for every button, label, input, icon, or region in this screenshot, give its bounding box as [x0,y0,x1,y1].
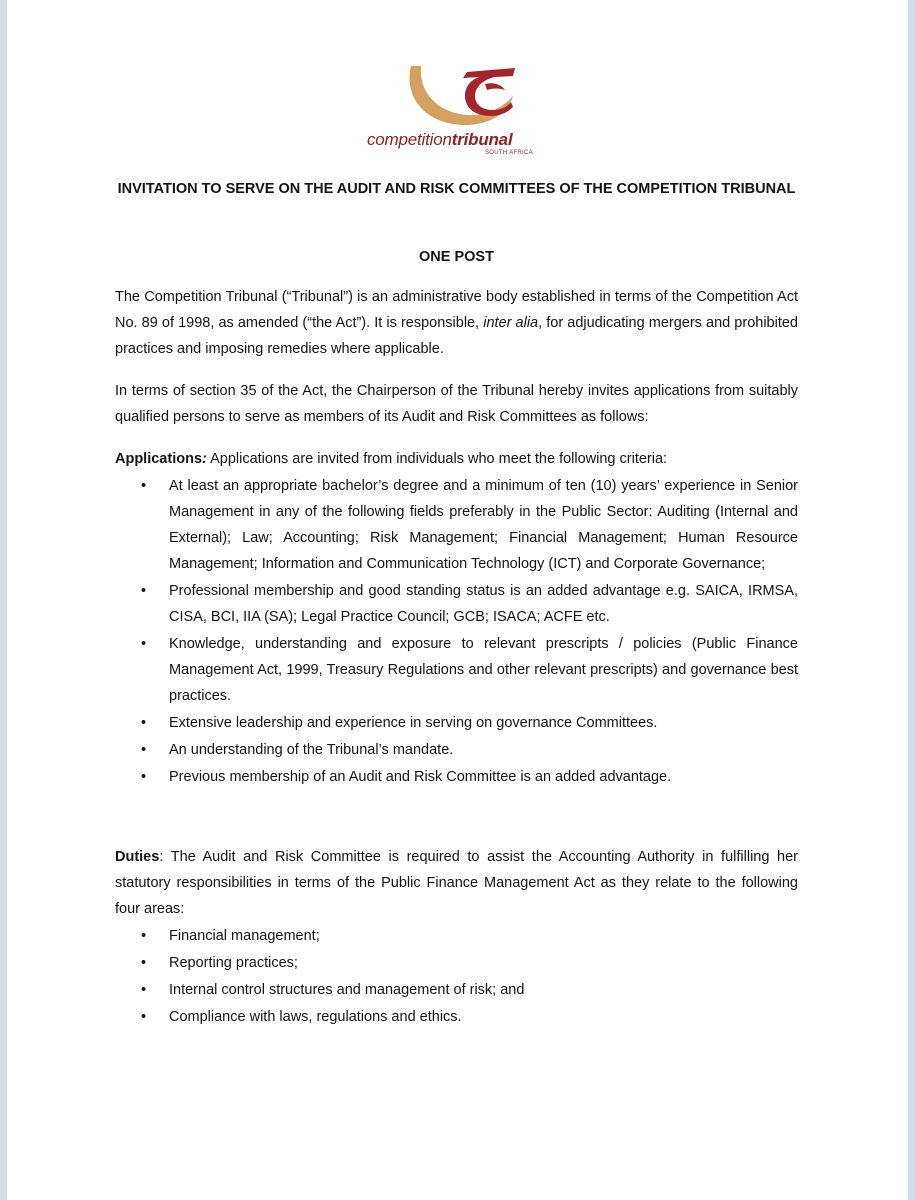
intro-paragraph-1: The Competition Tribunal (“Tribunal”) is an administrative body established in terms of the Competition Act No. 89 of 1998, as amended (“the Act”). It is responsible, inter alia, for adjudicating mergers and prohibited practices and imposing remedies where applicable. [115,289,798,357]
document-page [7,0,908,1200]
duties-list [115,923,798,1031]
intro-paragraph-2: In terms of section 35 of the Act, the Chairperson of the Tribunal hereby invites applications from suitably qualified persons to serve as members of its Audit and Risk Committees as follows: [115,383,798,425]
duties-paragraph: Duties: The Audit and Risk Committee is required to assist the Accounting Authority in fulfilling her statutory responsibilities in terms of the Public Finance Management Act as they relate to the following four areas: [115,849,798,917]
list-item: • Internal control structures and management of risk; and [141,982,525,998]
list-item: • Financial management; [141,928,320,944]
list-item: • Knowledge, understanding and exposure to relevant prescripts / policies (Public Finance Management Act, 1999, Treasury Regulations and other relevant prescripts) and governance best practices. [141,636,798,704]
list-item: • Compliance with laws, regulations and ethics. [141,1009,462,1025]
logo-subtext: SOUTH AFRICA [485,150,533,156]
list-item: • Professional membership and good standing status is an added advantage e.g. SAICA, IRMSA, CISA, BCI, IIA (SA); Legal Practice Council; GCB; ISACA; ACFE etc. [141,583,798,625]
applications-criteria-list [115,473,798,791]
competition-tribunal-logo [367,62,567,162]
list-item: • Previous membership of an Audit and Risk Committee is an added advantage. [141,769,672,785]
list-item: • At least an appropriate bachelor’s degree and a minimum of ten (10) years’ experience in Senior Management in any of the following fields preferably in the Public Sector: Auditing (Internal and External); Law; Accounting; Risk Management; Financial Management; Human Resource Management; Information and Communication Technology (ICT) and Corporate Governance; [141,478,798,572]
list-item: • Extensive leadership and experience in serving on governance Committees. [141,715,658,731]
logo-wordmark: competitiontribunal [367,130,513,149]
applications-heading: Applications: Applications are invited from individuals who meet the following criteria: [115,451,668,467]
logo-emblem-icon [367,62,567,132]
list-item: • An understanding of the Tribunal’s mandate. [141,742,454,758]
document-title: INVITATION TO SERVE ON THE AUDIT AND RISK COMMITTEES OF THE COMPETITION TRIBUNAL [117,181,796,197]
document-subtitle: ONE POST [419,249,494,265]
list-item: • Reporting practices; [141,955,298,971]
